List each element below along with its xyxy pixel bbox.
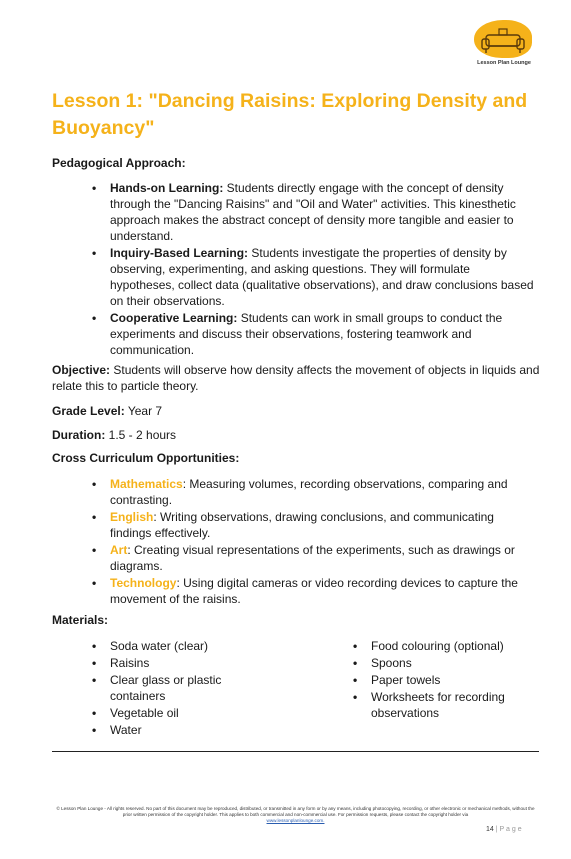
page-number-value: 14 (486, 826, 494, 833)
list-item (92, 476, 537, 508)
list-item (92, 509, 537, 541)
list-item (92, 245, 537, 309)
item-text: Students investigate the properties of density by observing, experimenting, and asking questions. They will formulate hypotheses, collect data (qualitative observations), and draw conclusions based on their observations. (110, 246, 534, 308)
duration-value: 1.5 - 2 hours (105, 428, 177, 442)
item-text: : Using digital cameras or video recording devices to capture the movement of the raisins. (110, 576, 518, 606)
item-text: : Creating visual representations of the experiments, such as drawings or diagrams. (110, 543, 515, 573)
list-item: • Raisins (92, 655, 242, 671)
grade-label: Grade Level: (52, 404, 125, 418)
list-item (92, 575, 537, 607)
item-text: Students can work in small groups to conduct the experiments and discuss their observations, fostering teamwork and communication. (110, 311, 503, 357)
objective-label: Objective: (52, 363, 111, 377)
subject-label: Mathematics (110, 477, 183, 491)
website-link[interactable]: www.lessonplanlounge.com. (266, 818, 325, 823)
list-item: • Spoons (353, 655, 543, 671)
item-label: Inquiry-Based Learning: (110, 246, 249, 260)
materials-heading: Materials: (52, 613, 109, 627)
duration (52, 427, 542, 443)
logo-text: Lesson Plan Lounge (477, 60, 531, 66)
grade-level (52, 403, 542, 419)
objective-text: Students will observe how density affects the movement of objects in liquids and relate this to particle theory. (52, 363, 540, 393)
materials-list-left (92, 638, 242, 739)
list-item: • Food colouring (optional) (353, 638, 543, 654)
page-number (486, 826, 522, 833)
subject-label: Technology (110, 576, 177, 590)
page-separator: | (495, 826, 498, 833)
list-item: • Water (92, 722, 242, 738)
pedagogical-list (92, 180, 537, 359)
objective (52, 362, 542, 394)
grade-value: Year 7 (124, 404, 163, 418)
item-label: Hands-on Learning: (110, 181, 224, 195)
item-text: : Measuring volumes, recording observations, comparing and contrasting. (110, 477, 508, 507)
brand-logo (472, 20, 536, 72)
duration-label: Duration: (52, 428, 106, 442)
list-item: • Worksheets for recording observations (353, 689, 543, 721)
copyright-notice (52, 806, 539, 824)
footer-divider (52, 751, 539, 752)
item-text: : Writing observations, drawing conclusions, and communicating findings effectively. (110, 510, 494, 540)
pedagogical-heading: Pedagogical Approach: (52, 156, 186, 170)
list-item: • Paper towels (353, 672, 543, 688)
list-item (92, 542, 537, 574)
subject-label: Art (110, 543, 128, 557)
item-text: Students directly engage with the concept of density through the "Dancing Raisins" and "Oil and Water" activities. This kinesthetic approach makes the abstract concept of density more tangible and easier to understand. (110, 181, 516, 243)
couch-icon (480, 26, 526, 56)
list-item (92, 310, 537, 358)
page-word: P a g e (499, 826, 522, 833)
cross-curriculum-heading: Cross Curriculum Opportunities: (52, 451, 240, 465)
list-item: • Soda water (clear) (92, 638, 242, 654)
list-item: • Vegetable oil (92, 705, 242, 721)
lesson-title: Lesson 1: "Dancing Raisins: Exploring Density and Buoyancy" (52, 90, 528, 139)
item-label: Cooperative Learning: (110, 311, 238, 325)
copyright-text: © Lesson Plan Lounge - All rights reserved. No part of this document may be reproduced, distributed, or transmitted in any form or by any means, including photocopying, recording, or other electronic or mechanical methods, without the prior written permission of the copyright holder. This applies to both commercial and non-commercial use. For permission requests, please contact the copyright holder via (56, 806, 535, 817)
materials-list-right (353, 638, 543, 722)
list-item: • Clear glass or plastic containers (92, 672, 242, 704)
list-item (92, 180, 537, 244)
cross-curriculum-list (92, 476, 537, 608)
subject-label: English (110, 510, 154, 524)
